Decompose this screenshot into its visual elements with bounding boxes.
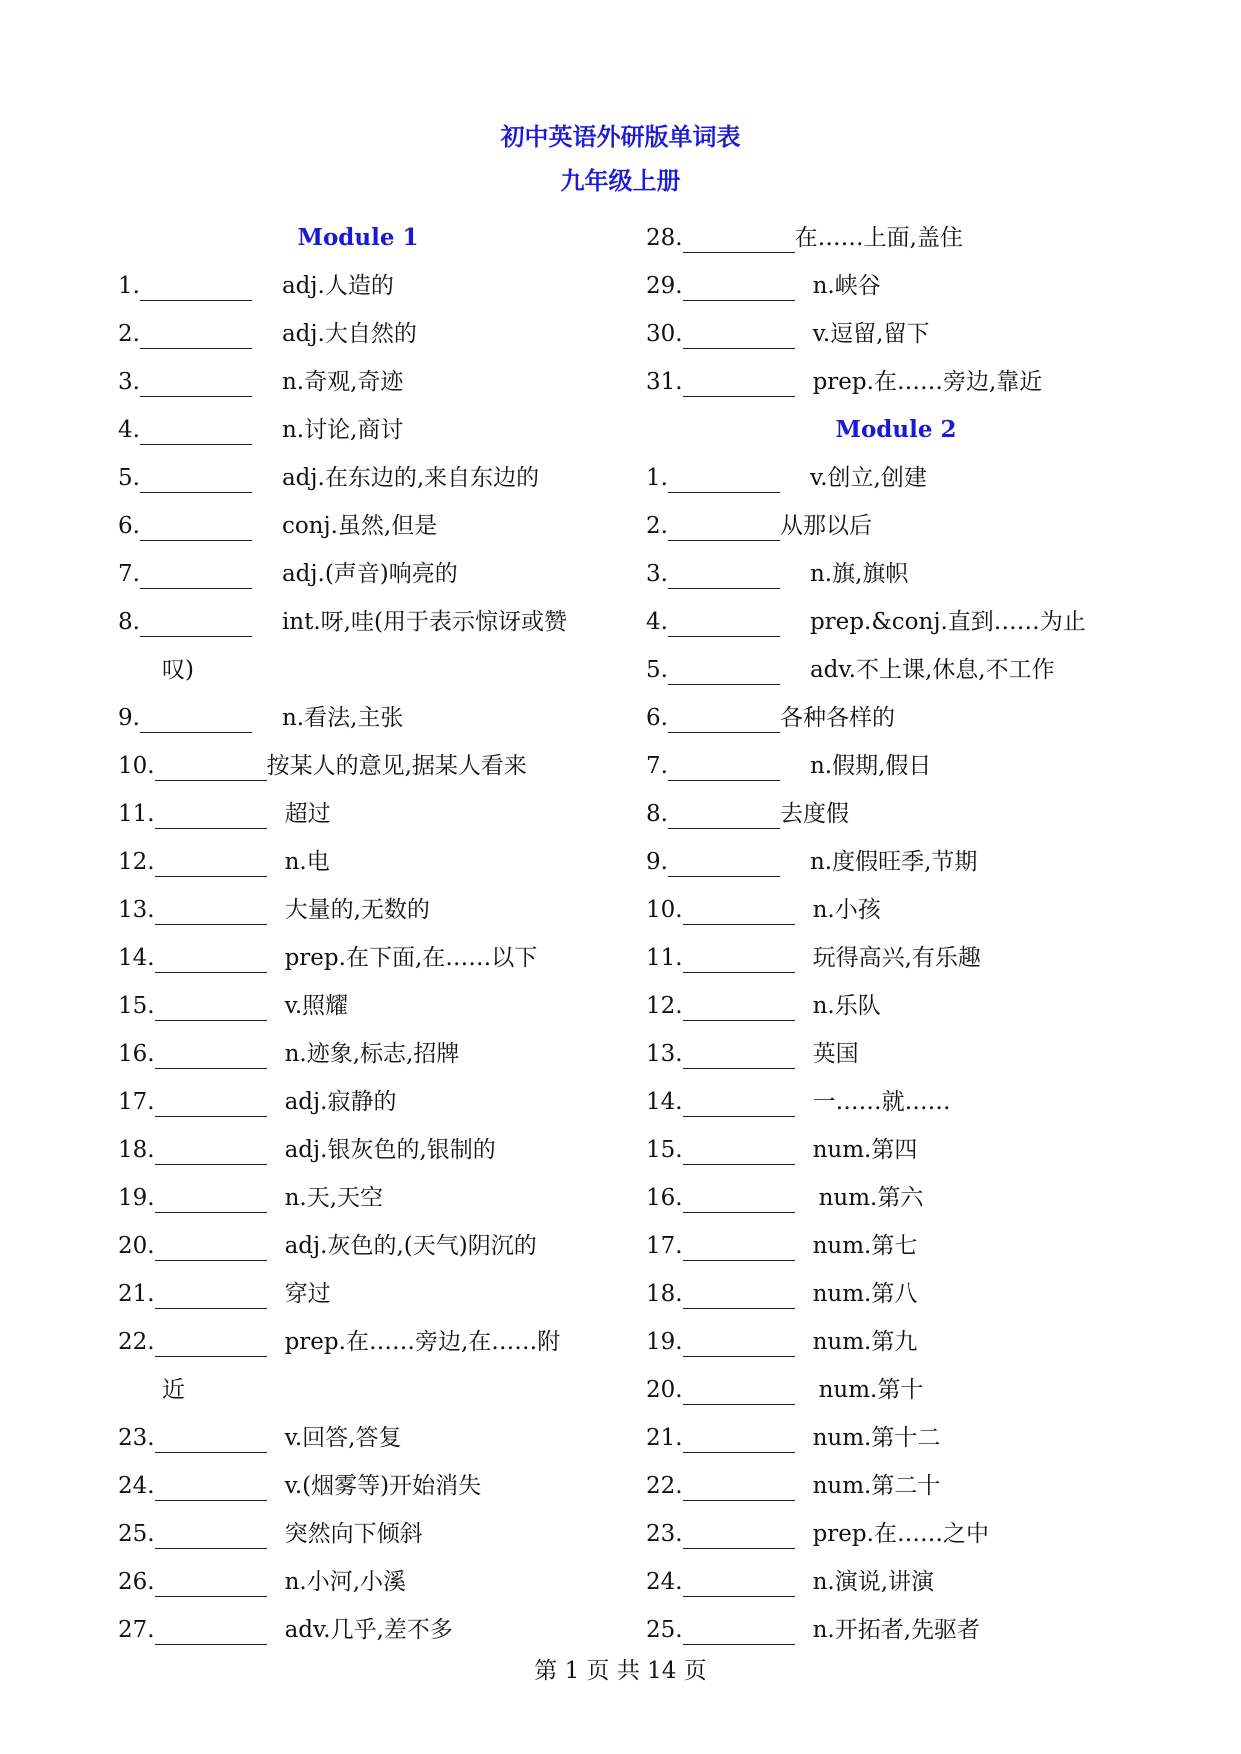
- vocab-item: [646, 1414, 1166, 1462]
- item-number: 20.: [118, 1233, 155, 1259]
- item-definition: adj.大自然的: [281, 321, 417, 347]
- item-number: 9.: [118, 705, 140, 731]
- item-definition: n.小孩: [812, 897, 881, 923]
- answer-blank[interactable]: [155, 800, 267, 829]
- vocab-item: [118, 1318, 618, 1366]
- item-number: 31.: [646, 369, 683, 395]
- item-definition: 超过: [284, 801, 331, 827]
- vocab-item: [646, 886, 1166, 934]
- item-definition: num.第七: [812, 1233, 918, 1259]
- item-definition: v.回答,答复: [284, 1425, 402, 1451]
- item-number: 2.: [646, 513, 668, 539]
- item-number: 3.: [646, 561, 668, 587]
- item-number: 5.: [646, 657, 668, 683]
- item-definition: n.讨论,商讨: [281, 417, 404, 443]
- item-definition: 大量的,无数的: [284, 897, 430, 923]
- item-definition: 英国: [812, 1041, 859, 1067]
- item-definition: n.乐队: [812, 993, 881, 1019]
- item-definition: 玩得高兴,有乐趣: [812, 945, 981, 971]
- item-definition: prep.在……之中: [812, 1521, 989, 1547]
- item-number: 9.: [646, 849, 668, 875]
- vocab-item: [646, 982, 1166, 1030]
- item-number: 16.: [118, 1041, 155, 1067]
- item-number: 15.: [118, 993, 155, 1019]
- vocab-item: [118, 790, 618, 838]
- vocab-item: [646, 1558, 1166, 1606]
- vocab-item: [646, 598, 1166, 646]
- item-definition: v.创立,创建: [809, 465, 927, 491]
- item-number: 5.: [118, 465, 140, 491]
- answer-blank[interactable]: [683, 1280, 795, 1309]
- answer-blank[interactable]: [140, 704, 252, 733]
- answer-blank[interactable]: [683, 1376, 795, 1405]
- item-definition: prep.在……旁边,靠近: [812, 369, 1043, 395]
- vocab-item: [118, 1270, 618, 1318]
- answer-blank[interactable]: [683, 272, 795, 301]
- vocab-item: [646, 1510, 1166, 1558]
- item-definition: conj.虽然,但是: [281, 513, 438, 539]
- vocab-item: [118, 1222, 618, 1270]
- answer-blank[interactable]: [140, 608, 252, 637]
- vocab-item: [118, 1462, 618, 1510]
- vocab-item: [118, 1606, 618, 1654]
- item-number: 26.: [118, 1569, 155, 1595]
- answer-blank[interactable]: [140, 272, 252, 301]
- item-definition: v.逗留,留下: [812, 321, 930, 347]
- answer-blank[interactable]: [155, 1136, 267, 1165]
- vocab-item: [646, 1318, 1166, 1366]
- vocab-item: [646, 1606, 1166, 1654]
- vocab-item: [118, 1030, 618, 1078]
- item-definition: num.第九: [812, 1329, 918, 1355]
- item-definition: 突然向下倾斜: [284, 1521, 423, 1547]
- item-definition: adj.寂静的: [284, 1089, 397, 1115]
- vocab-item: [118, 1510, 618, 1558]
- vocab-item: [646, 262, 1166, 310]
- answer-blank[interactable]: [683, 1520, 795, 1549]
- page-footer: 第 1 页 共 14 页: [534, 1658, 707, 1684]
- item-definition: num.第二十: [812, 1473, 941, 1499]
- vocab-item: [118, 454, 618, 502]
- vocab-item: [118, 502, 618, 550]
- vocab-item: [646, 1222, 1166, 1270]
- answer-blank[interactable]: [155, 1328, 267, 1357]
- item-definition: n.假期,假日: [809, 753, 932, 779]
- item-definition: 按某人的意见,据某人看来: [266, 753, 527, 779]
- item-number: 17.: [646, 1233, 683, 1259]
- item-number: 6.: [646, 705, 668, 731]
- item-number: 14.: [646, 1089, 683, 1115]
- vocab-item: [646, 1174, 1166, 1222]
- answer-blank[interactable]: [155, 1232, 267, 1261]
- item-number: 22.: [118, 1329, 155, 1355]
- answer-blank[interactable]: [683, 1424, 795, 1453]
- vocab-item: [646, 790, 1166, 838]
- item-definition: n.度假旺季,节期: [809, 849, 978, 875]
- item-number: 27.: [118, 1617, 155, 1643]
- vocab-item: [118, 358, 618, 406]
- vocab-item: [118, 694, 618, 742]
- item-number: 12.: [118, 849, 155, 875]
- item-definition: num.第十: [818, 1377, 924, 1403]
- vocab-item: [118, 310, 618, 358]
- answer-blank[interactable]: [155, 992, 267, 1021]
- module-heading: Module 1: [297, 224, 419, 251]
- item-number: 10.: [646, 897, 683, 923]
- answer-blank[interactable]: [140, 416, 252, 445]
- answer-blank[interactable]: [683, 368, 795, 397]
- item-number: 13.: [118, 897, 155, 923]
- item-definition: adv.不上课,休息,不工作: [809, 657, 1055, 683]
- item-number: 25.: [646, 1617, 683, 1643]
- answer-blank[interactable]: [683, 896, 795, 925]
- answer-blank[interactable]: [155, 848, 267, 877]
- item-definition: 穿过: [284, 1281, 331, 1307]
- item-number: 4.: [118, 417, 140, 443]
- answer-blank[interactable]: [155, 752, 267, 781]
- answer-blank[interactable]: [683, 1184, 795, 1213]
- vocab-item: [646, 742, 1166, 790]
- item-number: 23.: [646, 1521, 683, 1547]
- item-definition: prep.在下面,在……以下: [284, 945, 538, 971]
- item-number: 25.: [118, 1521, 155, 1547]
- item-definition: v.照耀: [284, 993, 349, 1019]
- item-definition: v.(烟雾等)开始消失: [284, 1473, 482, 1499]
- item-definition: adj.人造的: [281, 273, 394, 299]
- answer-blank[interactable]: [668, 608, 780, 637]
- item-definition: n.天,天空: [284, 1185, 384, 1211]
- answer-blank[interactable]: [668, 800, 780, 829]
- answer-blank[interactable]: [155, 1568, 267, 1597]
- item-definition: 从那以后: [779, 513, 872, 539]
- answer-blank[interactable]: [683, 224, 795, 253]
- item-definition: n.迹象,标志,招牌: [284, 1041, 460, 1067]
- vocab-item: [118, 262, 618, 310]
- vocab-item: [118, 1126, 618, 1174]
- answer-blank[interactable]: [668, 848, 780, 877]
- item-number: 8.: [118, 609, 140, 635]
- item-number: 12.: [646, 993, 683, 1019]
- item-definition: num.第四: [812, 1137, 918, 1163]
- answer-blank[interactable]: [155, 944, 267, 973]
- answer-blank[interactable]: [155, 896, 267, 925]
- vocab-item: [646, 1126, 1166, 1174]
- answer-blank[interactable]: [668, 704, 780, 733]
- item-number: 29.: [646, 273, 683, 299]
- vocab-item: [118, 838, 618, 886]
- answer-blank[interactable]: [683, 320, 795, 349]
- vocab-item: [118, 1558, 618, 1606]
- vocab-item: [646, 1078, 1166, 1126]
- item-definition: n.旗,旗帜: [809, 561, 909, 587]
- item-definition: 去度假: [779, 801, 849, 827]
- left-column: [118, 214, 618, 1654]
- item-definition: num.第八: [812, 1281, 918, 1307]
- answer-blank[interactable]: [140, 560, 252, 589]
- vocab-item: [118, 1174, 618, 1222]
- vocab-item: [118, 934, 618, 982]
- item-number: 30.: [646, 321, 683, 347]
- item-number: 16.: [646, 1185, 683, 1211]
- item-number: 28.: [646, 225, 683, 251]
- item-number: 6.: [118, 513, 140, 539]
- item-definition: num.第六: [818, 1185, 924, 1211]
- item-number: 1.: [118, 273, 140, 299]
- item-definition: prep.在……旁边,在……附: [284, 1329, 561, 1355]
- answer-blank[interactable]: [683, 1088, 795, 1117]
- answer-blank[interactable]: [683, 1136, 795, 1165]
- item-number: 3.: [118, 369, 140, 395]
- vocab-item: [646, 358, 1166, 406]
- item-number: 7.: [646, 753, 668, 779]
- item-definition: n.峡谷: [812, 273, 881, 299]
- item-number: 19.: [646, 1329, 683, 1355]
- answer-blank[interactable]: [668, 656, 780, 685]
- vocab-item: [118, 982, 618, 1030]
- answer-blank[interactable]: [683, 944, 795, 973]
- item-number: 20.: [646, 1377, 683, 1403]
- item-definition: 在……上面,盖住: [794, 225, 963, 251]
- vocab-item: [646, 1270, 1166, 1318]
- module-heading: Module 2: [835, 416, 957, 443]
- vocab-item: [118, 742, 618, 790]
- answer-blank[interactable]: [668, 464, 780, 493]
- vocab-item: [118, 550, 618, 598]
- answer-blank[interactable]: [155, 1184, 267, 1213]
- answer-blank[interactable]: [683, 1232, 795, 1261]
- item-number: 21.: [118, 1281, 155, 1307]
- item-number: 17.: [118, 1089, 155, 1115]
- answer-blank[interactable]: [140, 320, 252, 349]
- item-number: 24.: [646, 1569, 683, 1595]
- item-definition: n.奇观,奇迹: [281, 369, 404, 395]
- vocab-item: [646, 502, 1166, 550]
- item-number: 13.: [646, 1041, 683, 1067]
- item-number: 10.: [118, 753, 155, 779]
- vocab-item: [646, 1462, 1166, 1510]
- item-number: 8.: [646, 801, 668, 827]
- answer-blank[interactable]: [155, 1424, 267, 1453]
- vocab-item: [118, 1414, 618, 1462]
- vocab-item: [646, 646, 1166, 694]
- item-definition: adj.(声音)响亮的: [281, 561, 458, 587]
- item-definition: num.第十二: [812, 1425, 941, 1451]
- item-number: 15.: [646, 1137, 683, 1163]
- vocab-item: [646, 454, 1166, 502]
- answer-blank[interactable]: [683, 992, 795, 1021]
- answer-blank[interactable]: [683, 1472, 795, 1501]
- item-definition: 一……就……: [812, 1089, 951, 1115]
- item-definition: int.呀,哇(用于表示惊讶或赞: [281, 609, 567, 635]
- vocab-item: [646, 694, 1166, 742]
- vocab-item: [646, 214, 1166, 262]
- item-definition: n.演说,讲演: [812, 1569, 935, 1595]
- answer-blank[interactable]: [155, 1088, 267, 1117]
- item-definition: adj.在东边的,来自东边的: [281, 465, 540, 491]
- answer-blank[interactable]: [683, 1040, 795, 1069]
- answer-blank[interactable]: [155, 1040, 267, 1069]
- vocab-item: [118, 1078, 618, 1126]
- vocab-item: [646, 838, 1166, 886]
- answer-blank[interactable]: [683, 1616, 795, 1645]
- answer-blank[interactable]: [140, 368, 252, 397]
- answer-blank[interactable]: [668, 560, 780, 589]
- item-definition: n.电: [284, 849, 330, 875]
- item-number: 23.: [118, 1425, 155, 1451]
- answer-blank[interactable]: [683, 1328, 795, 1357]
- document-subtitle: 九年级上册: [560, 166, 681, 195]
- item-number: 24.: [118, 1473, 155, 1499]
- vocab-item: [646, 934, 1166, 982]
- answer-blank[interactable]: [140, 512, 252, 541]
- item-number: 7.: [118, 561, 140, 587]
- item-number: 2.: [118, 321, 140, 347]
- item-definition: n.小河,小溪: [284, 1569, 407, 1595]
- answer-blank[interactable]: [155, 1280, 267, 1309]
- item-number: 11.: [118, 801, 155, 827]
- item-number: 4.: [646, 609, 668, 635]
- answer-blank[interactable]: [155, 1472, 267, 1501]
- answer-blank[interactable]: [140, 464, 252, 493]
- item-number: 21.: [646, 1425, 683, 1451]
- item-number: 1.: [646, 465, 668, 491]
- item-number: 22.: [646, 1473, 683, 1499]
- answer-blank[interactable]: [155, 1520, 267, 1549]
- answer-blank[interactable]: [668, 752, 780, 781]
- vocab-item: [646, 1030, 1166, 1078]
- item-definition: n.开拓者,先驱者: [812, 1617, 981, 1643]
- item-number: 14.: [118, 945, 155, 971]
- answer-blank[interactable]: [668, 512, 780, 541]
- item-definition: 各种各样的: [779, 705, 895, 731]
- item-number: 18.: [118, 1137, 155, 1163]
- answer-blank[interactable]: [155, 1616, 267, 1645]
- item-number: 11.: [646, 945, 683, 971]
- definition-continuation: 近: [162, 1377, 185, 1403]
- item-number: 18.: [646, 1281, 683, 1307]
- item-definition: n.看法,主张: [281, 705, 404, 731]
- vocab-item: [118, 406, 618, 454]
- answer-blank[interactable]: [683, 1568, 795, 1597]
- item-definition: adj.银灰色的,银制的: [284, 1137, 496, 1163]
- vocab-item: [646, 550, 1166, 598]
- definition-continuation: 叹): [162, 657, 194, 683]
- item-number: 19.: [118, 1185, 155, 1211]
- document-title: 初中英语外研版单词表: [500, 122, 741, 151]
- vocab-item: [118, 886, 618, 934]
- item-definition: adj.灰色的,(天气)阴沉的: [284, 1233, 537, 1259]
- vocab-item: [118, 598, 618, 646]
- right-column: [646, 214, 1166, 1654]
- item-definition: adv.几乎,差不多: [284, 1617, 453, 1643]
- item-definition: prep.&conj.直到……为止: [809, 609, 1086, 635]
- vocab-item: [646, 1366, 1166, 1414]
- vocab-item: [646, 310, 1166, 358]
